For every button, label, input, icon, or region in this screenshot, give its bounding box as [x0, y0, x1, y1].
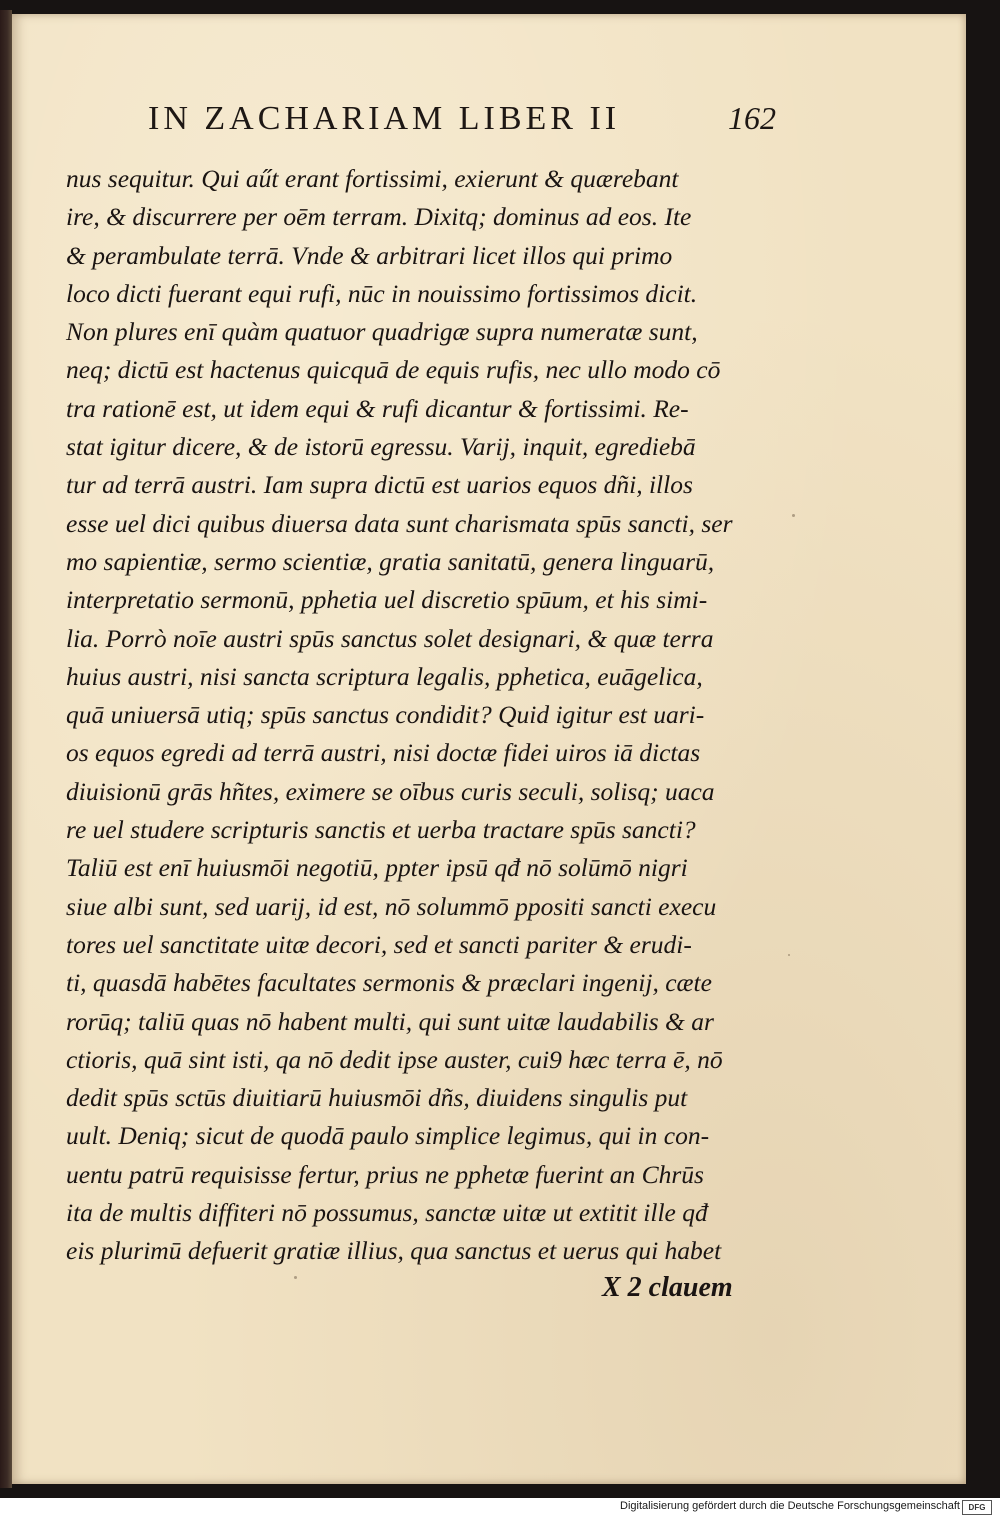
text-line: os equos egredi ad terrā austri, nisi doctæ fidei uiros iā dictas [66, 738, 701, 768]
text-line: Taliū est enī huiusmōi negotiū, ppter ipsū qđ nō solūmō nigri [66, 853, 688, 883]
text-line: stat igitur dicere, & de istorū egressu. Varij, inquit, egrediebā [66, 432, 696, 462]
paper-speck [792, 514, 795, 517]
binding-gutter [0, 10, 12, 1488]
text-line: neq; dictū est hactenus quicquā de equis rufis, nec ullo modo cō [66, 355, 721, 385]
text-line: lia. Porrò noīe austri spūs sanctus solet designari, & quæ terra [66, 623, 714, 653]
folio-number: 162 [728, 100, 776, 136]
catchword: X 2 clauem [602, 1272, 733, 1303]
text-line: Non plures enī quàm quatuor quadrigæ supra numeratæ sunt, [66, 317, 698, 347]
body-text [66, 160, 786, 1271]
text-line: esse uel dici quibus diuersa data sunt charismata spūs sancti, ser [66, 508, 733, 538]
text-line: uentu patrū requisisse fertur, prius ne pphetæ fuerint an Chrūs [66, 1159, 704, 1189]
text-line: tra rationē est, ut idem equi & rufi dicantur & fortissimi. Re- [66, 393, 689, 423]
text-line: rorūq; taliū quas nō habent multi, qui sunt uitæ laudabilis & ar [66, 1006, 714, 1036]
text-line: loco dicti fuerant equi rufi, nūc in nouissimo fortissimos dicit. [66, 278, 698, 308]
text-line: nus sequitur. Qui aűt erant fortissimi, exierunt & quærebant [66, 164, 679, 193]
text-line: ita de multis diffiteri nō possumus, sanctæ uitæ ut extitit ille qđ [66, 1198, 708, 1228]
book-page [12, 14, 966, 1484]
text-line: & perambulate terrā. Vnde & arbitrari licet illos qui primo [66, 240, 673, 270]
text-line: ire, & discurrere per oēm terram. Dixitq; dominus ad eos. Ite [66, 202, 692, 232]
dfg-logo: DFG [962, 1500, 992, 1515]
text-line: ctioris, quā sint isti, qa nō dedit ipse auster, cui9 hæc terra ē, nō [66, 1044, 723, 1074]
text-line: dedit spūs sctūs diuitiarū huiusmōi dñs, diuidens singulis put [66, 1083, 688, 1113]
text-line: eis plurimū defuerit gratiæ illius, qua sanctus et uerus qui habet [66, 1236, 722, 1266]
funding-credit: Digitalisierung gefördert durch die Deutsche Forschungsgemeinschaft [620, 1500, 960, 1512]
text-line: diuisionū grās hñtes, eximere se oībus curis seculi, solisq; uaca [66, 776, 715, 806]
text-line: huius austri, nisi sancta scriptura legalis, pphetica, euāgelica, [66, 661, 703, 691]
text-line: siue albi sunt, sed uarij, id est, nō solummō ppositi sancti execu [66, 891, 717, 921]
text-line: tur ad terrā austri. Iam supra dictū est uarios equos dñi, illos [66, 470, 693, 500]
paper-speck [294, 1276, 297, 1279]
text-line: quā uniuersā utiq; spūs sanctus condidit? Quid igitur est uari- [66, 700, 705, 730]
text-line: re uel studere scripturis sanctis et uerba tractare spūs sancti? [66, 815, 696, 845]
paper-speck [788, 954, 790, 956]
text-line: mo sapientiæ, sermo scientiæ, gratia sanitatū, genera linguarū, [66, 546, 715, 576]
text-line: tores uel sanctitate uitæ decori, sed et sancti pariter & erudi- [66, 929, 692, 959]
text-line: ti, quasdā habētes facultates sermonis & præclari ingenij, cæte [66, 968, 712, 998]
text-line: interpretatio sermonū, pphetia uel discretio spūum, et his simi- [66, 585, 708, 615]
text-line: uult. Deniq; sicut de quodā paulo simplice legimus, qui in con- [66, 1121, 710, 1151]
running-head: IN ZACHARIAM LIBER II [148, 100, 621, 137]
